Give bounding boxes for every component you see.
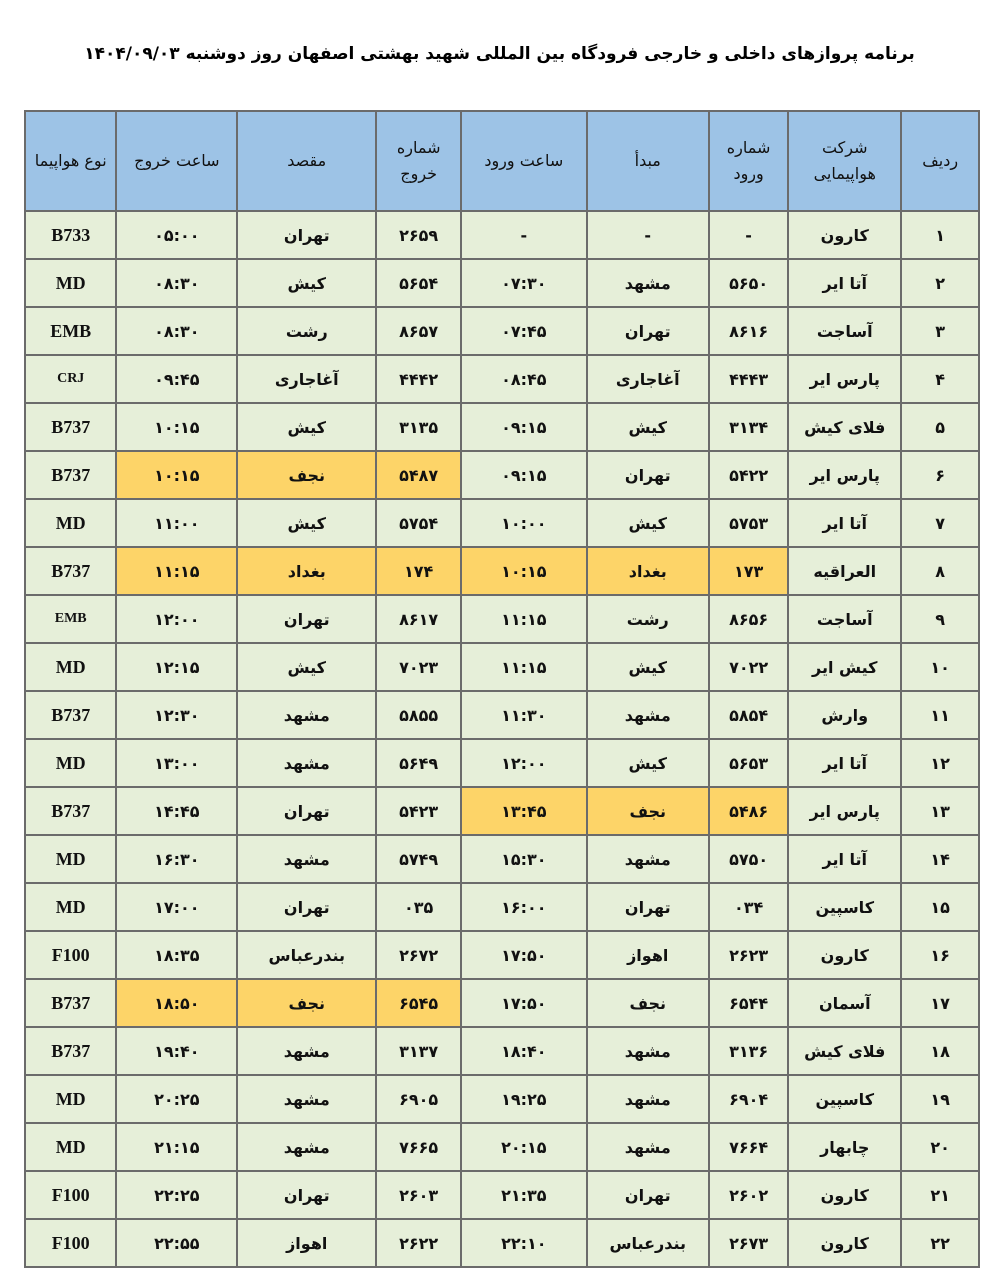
cell-departure-number: ۲۶۷۲ xyxy=(376,931,461,979)
cell-aircraft-type: B737 xyxy=(25,451,116,499)
cell-departure-number: ۵۴۲۳ xyxy=(376,787,461,835)
cell-departure-time: ۱۰:۱۵ xyxy=(116,403,237,451)
cell-departure-number: ۵۶۵۴ xyxy=(376,259,461,307)
cell-arrival-time: ۱۹:۲۵ xyxy=(461,1075,586,1123)
cell-aircraft-type: B737 xyxy=(25,403,116,451)
cell-departure-number: ۸۶۱۷ xyxy=(376,595,461,643)
cell-airline: وارش xyxy=(788,691,901,739)
cell-destination: تهران xyxy=(237,883,376,931)
cell-departure-time: ۱۸:۵۰ xyxy=(116,979,237,1027)
cell-row-number: ۱۷ xyxy=(901,979,979,1027)
cell-arrival-time: ۲۱:۳۵ xyxy=(461,1171,586,1219)
table-row xyxy=(25,1075,979,1123)
cell-destination: مشهد xyxy=(237,1075,376,1123)
cell-departure-time: ۲۲:۵۵ xyxy=(116,1219,237,1267)
cell-aircraft-type: MD xyxy=(25,643,116,691)
cell-arrival-time: ۰۹:۱۵ xyxy=(461,451,586,499)
cell-arrival-number: ۷۶۶۴ xyxy=(709,1123,788,1171)
cell-arrival-time: ۰۷:۴۵ xyxy=(461,307,586,355)
header-origin: مبدأ xyxy=(587,111,709,211)
cell-departure-time: ۱۱:۱۵ xyxy=(116,547,237,595)
cell-row-number: ۲۲ xyxy=(901,1219,979,1267)
cell-airline: آساجت xyxy=(788,595,901,643)
cell-origin: بغداد xyxy=(587,547,709,595)
cell-departure-time: ۱۶:۳۰ xyxy=(116,835,237,883)
cell-aircraft-type: EMB xyxy=(25,307,116,355)
header-arrival-time: ساعت ورود xyxy=(461,111,586,211)
cell-origin: تهران xyxy=(587,883,709,931)
cell-airline: کارون xyxy=(788,1171,901,1219)
cell-destination: تهران xyxy=(237,211,376,259)
cell-departure-time: ۱۴:۴۵ xyxy=(116,787,237,835)
cell-destination: نجف xyxy=(237,979,376,1027)
cell-arrival-time: ۰۷:۳۰ xyxy=(461,259,586,307)
table-header-row xyxy=(25,111,979,211)
table-row xyxy=(25,931,979,979)
table-row xyxy=(25,739,979,787)
cell-origin: مشهد xyxy=(587,259,709,307)
cell-departure-number: ۵۷۵۴ xyxy=(376,499,461,547)
cell-airline: کارون xyxy=(788,1219,901,1267)
cell-arrival-time: ۱۷:۵۰ xyxy=(461,979,586,1027)
cell-arrival-number: ۶۹۰۴ xyxy=(709,1075,788,1123)
cell-arrival-time: ۱۷:۵۰ xyxy=(461,931,586,979)
cell-origin: نجف xyxy=(587,979,709,1027)
cell-arrival-number: ۵۶۵۳ xyxy=(709,739,788,787)
cell-arrival-number: ۸۶۵۶ xyxy=(709,595,788,643)
cell-airline: العراقیه xyxy=(788,547,901,595)
cell-departure-time: ۰۵:۰۰ xyxy=(116,211,237,259)
cell-departure-time: ۱۲:۰۰ xyxy=(116,595,237,643)
cell-origin: مشهد xyxy=(587,835,709,883)
cell-row-number: ۱۳ xyxy=(901,787,979,835)
cell-departure-number: ۳۱۳۷ xyxy=(376,1027,461,1075)
cell-destination: کیش xyxy=(237,259,376,307)
cell-departure-number: ۲۶۵۹ xyxy=(376,211,461,259)
cell-airline: کارون xyxy=(788,931,901,979)
cell-airline: آتا ایر xyxy=(788,499,901,547)
cell-row-number: ۱۶ xyxy=(901,931,979,979)
cell-row-number: ۸ xyxy=(901,547,979,595)
cell-airline: کیش ایر xyxy=(788,643,901,691)
cell-arrival-time: ۱۱:۳۰ xyxy=(461,691,586,739)
cell-departure-time: ۰۸:۳۰ xyxy=(116,307,237,355)
cell-aircraft-type: MD xyxy=(25,499,116,547)
cell-destination: تهران xyxy=(237,1171,376,1219)
cell-departure-number: ۴۴۴۲ xyxy=(376,355,461,403)
cell-airline: پارس ایر xyxy=(788,355,901,403)
cell-airline: آسمان xyxy=(788,979,901,1027)
cell-airline: پارس ایر xyxy=(788,787,901,835)
cell-arrival-number: ۵۴۲۲ xyxy=(709,451,788,499)
cell-aircraft-type: MD xyxy=(25,835,116,883)
cell-departure-time: ۱۰:۱۵ xyxy=(116,451,237,499)
cell-aircraft-type: CRJ xyxy=(25,355,116,403)
cell-departure-number: ۷۰۲۳ xyxy=(376,643,461,691)
cell-departure-time: ۱۷:۰۰ xyxy=(116,883,237,931)
cell-arrival-number: ۵۷۵۳ xyxy=(709,499,788,547)
cell-arrival-number: ۱۷۳ xyxy=(709,547,788,595)
cell-origin: تهران xyxy=(587,451,709,499)
cell-origin: رشت xyxy=(587,595,709,643)
table-row xyxy=(25,403,979,451)
cell-row-number: ۷ xyxy=(901,499,979,547)
cell-origin: تهران xyxy=(587,307,709,355)
cell-row-number: ۱۴ xyxy=(901,835,979,883)
cell-row-number: ۴ xyxy=(901,355,979,403)
cell-origin: - xyxy=(587,211,709,259)
cell-destination: اهواز xyxy=(237,1219,376,1267)
table-row xyxy=(25,835,979,883)
cell-arrival-number: - xyxy=(709,211,788,259)
table-row xyxy=(25,451,979,499)
table-row xyxy=(25,979,979,1027)
cell-origin: نجف xyxy=(587,787,709,835)
flight-schedule-table xyxy=(24,110,980,1268)
cell-arrival-number: ۲۶۲۳ xyxy=(709,931,788,979)
cell-destination: مشهد xyxy=(237,1027,376,1075)
cell-aircraft-type: MD xyxy=(25,739,116,787)
cell-aircraft-type: B737 xyxy=(25,979,116,1027)
cell-aircraft-type: B737 xyxy=(25,787,116,835)
cell-arrival-number: ۷۰۲۲ xyxy=(709,643,788,691)
cell-arrival-time: ۱۲:۰۰ xyxy=(461,739,586,787)
cell-departure-number: ۳۱۳۵ xyxy=(376,403,461,451)
cell-destination: بندرعباس xyxy=(237,931,376,979)
cell-arrival-time: ۰۹:۱۵ xyxy=(461,403,586,451)
cell-departure-time: ۲۱:۱۵ xyxy=(116,1123,237,1171)
cell-departure-number: ۰۳۵ xyxy=(376,883,461,931)
header-departure-time: ساعت خروج xyxy=(116,111,237,211)
cell-departure-time: ۱۲:۱۵ xyxy=(116,643,237,691)
cell-aircraft-type: F100 xyxy=(25,931,116,979)
cell-row-number: ۱۱ xyxy=(901,691,979,739)
cell-arrival-number: ۶۵۴۴ xyxy=(709,979,788,1027)
cell-arrival-time: ۱۰:۱۵ xyxy=(461,547,586,595)
table-row xyxy=(25,787,979,835)
table-row xyxy=(25,1219,979,1267)
cell-departure-number: ۲۶۰۳ xyxy=(376,1171,461,1219)
cell-origin: مشهد xyxy=(587,1027,709,1075)
cell-row-number: ۱ xyxy=(901,211,979,259)
cell-departure-number: ۸۶۵۷ xyxy=(376,307,461,355)
table-row xyxy=(25,1027,979,1075)
table-row xyxy=(25,547,979,595)
cell-destination: مشهد xyxy=(237,691,376,739)
cell-arrival-number: ۵۴۸۶ xyxy=(709,787,788,835)
header-arrival-number: شماره ورود xyxy=(709,111,788,211)
cell-airline: فلای کیش xyxy=(788,1027,901,1075)
cell-row-number: ۳ xyxy=(901,307,979,355)
cell-arrival-time: ۱۶:۰۰ xyxy=(461,883,586,931)
cell-arrival-number: ۲۶۷۳ xyxy=(709,1219,788,1267)
header-destination: مقصد xyxy=(237,111,376,211)
cell-origin: اهواز xyxy=(587,931,709,979)
cell-departure-number: ۵۶۴۹ xyxy=(376,739,461,787)
cell-origin: کیش xyxy=(587,739,709,787)
cell-origin: کیش xyxy=(587,643,709,691)
cell-arrival-time: ۰۸:۴۵ xyxy=(461,355,586,403)
cell-departure-number: ۶۹۰۵ xyxy=(376,1075,461,1123)
table-row xyxy=(25,883,979,931)
cell-arrival-time: ۱۵:۳۰ xyxy=(461,835,586,883)
cell-row-number: ۶ xyxy=(901,451,979,499)
cell-origin: تهران xyxy=(587,1171,709,1219)
cell-aircraft-type: MD xyxy=(25,1075,116,1123)
cell-airline: کارون xyxy=(788,211,901,259)
cell-departure-time: ۲۰:۲۵ xyxy=(116,1075,237,1123)
cell-arrival-time: ۱۸:۴۰ xyxy=(461,1027,586,1075)
table-row xyxy=(25,259,979,307)
cell-destination: کیش xyxy=(237,403,376,451)
cell-departure-time: ۱۹:۴۰ xyxy=(116,1027,237,1075)
cell-destination: رشت xyxy=(237,307,376,355)
cell-arrival-time: ۲۲:۱۰ xyxy=(461,1219,586,1267)
cell-origin: مشهد xyxy=(587,1123,709,1171)
cell-arrival-number: ۳۱۳۶ xyxy=(709,1027,788,1075)
cell-row-number: ۲ xyxy=(901,259,979,307)
table-row xyxy=(25,307,979,355)
cell-row-number: ۱۸ xyxy=(901,1027,979,1075)
cell-destination: تهران xyxy=(237,595,376,643)
header-aircraft-type: نوع هواپیما xyxy=(25,111,116,211)
cell-airline: پارس ایر xyxy=(788,451,901,499)
cell-origin: کیش xyxy=(587,499,709,547)
cell-destination: مشهد xyxy=(237,835,376,883)
cell-airline: آتا ایر xyxy=(788,739,901,787)
cell-arrival-number: ۲۶۰۲ xyxy=(709,1171,788,1219)
table-row xyxy=(25,211,979,259)
table-row xyxy=(25,355,979,403)
cell-arrival-number: ۵۸۵۴ xyxy=(709,691,788,739)
cell-row-number: ۱۲ xyxy=(901,739,979,787)
table-row xyxy=(25,499,979,547)
cell-arrival-time: ۲۰:۱۵ xyxy=(461,1123,586,1171)
cell-destination: مشهد xyxy=(237,739,376,787)
cell-arrival-time: ۱۱:۱۵ xyxy=(461,595,586,643)
cell-departure-number: ۱۷۴ xyxy=(376,547,461,595)
cell-departure-number: ۵۴۸۷ xyxy=(376,451,461,499)
table-row xyxy=(25,1171,979,1219)
cell-row-number: ۱۰ xyxy=(901,643,979,691)
cell-arrival-number: ۰۳۴ xyxy=(709,883,788,931)
cell-departure-number: ۶۵۴۵ xyxy=(376,979,461,1027)
cell-aircraft-type: MD xyxy=(25,1123,116,1171)
cell-departure-time: ۱۲:۳۰ xyxy=(116,691,237,739)
cell-airline: آتا ایر xyxy=(788,259,901,307)
cell-row-number: ۲۱ xyxy=(901,1171,979,1219)
cell-destination: مشهد xyxy=(237,1123,376,1171)
cell-departure-number: ۵۸۵۵ xyxy=(376,691,461,739)
cell-origin: کیش xyxy=(587,403,709,451)
cell-row-number: ۱۹ xyxy=(901,1075,979,1123)
cell-row-number: ۱۵ xyxy=(901,883,979,931)
cell-aircraft-type: B737 xyxy=(25,547,116,595)
cell-airline: کاسپین xyxy=(788,1075,901,1123)
cell-departure-number: ۲۶۲۲ xyxy=(376,1219,461,1267)
cell-departure-time: ۲۲:۲۵ xyxy=(116,1171,237,1219)
cell-arrival-time: - xyxy=(461,211,586,259)
cell-destination: آغاجاری xyxy=(237,355,376,403)
cell-departure-time: ۱۱:۰۰ xyxy=(116,499,237,547)
cell-destination: تهران xyxy=(237,787,376,835)
cell-departure-number: ۷۶۶۵ xyxy=(376,1123,461,1171)
cell-airline: آتا ایر xyxy=(788,835,901,883)
cell-aircraft-type: MD xyxy=(25,883,116,931)
header-row-number: ردیف xyxy=(901,111,979,211)
cell-arrival-number: ۳۱۳۴ xyxy=(709,403,788,451)
cell-airline: فلای کیش xyxy=(788,403,901,451)
cell-aircraft-type: B737 xyxy=(25,691,116,739)
cell-aircraft-type: B733 xyxy=(25,211,116,259)
cell-aircraft-type: EMB xyxy=(25,595,116,643)
cell-airline: چابهار xyxy=(788,1123,901,1171)
cell-airline: کاسپین xyxy=(788,883,901,931)
cell-arrival-time: ۱۰:۰۰ xyxy=(461,499,586,547)
cell-departure-time: ۱۳:۰۰ xyxy=(116,739,237,787)
page-title: برنامه پروازهای داخلی و خارجی فرودگاه بین المللی شهید بهشتی اصفهان روز دوشنبه ۱۴۰۴/۰۹/۰۳ xyxy=(84,44,915,64)
cell-aircraft-type: MD xyxy=(25,259,116,307)
cell-origin: مشهد xyxy=(587,1075,709,1123)
cell-arrival-number: ۸۶۱۶ xyxy=(709,307,788,355)
cell-origin: آغاجاری xyxy=(587,355,709,403)
table-row xyxy=(25,691,979,739)
cell-destination: کیش xyxy=(237,499,376,547)
cell-origin: بندرعباس xyxy=(587,1219,709,1267)
cell-destination: کیش xyxy=(237,643,376,691)
cell-arrival-number: ۵۷۵۰ xyxy=(709,835,788,883)
cell-arrival-number: ۴۴۴۳ xyxy=(709,355,788,403)
header-departure-number: شماره خروج xyxy=(376,111,461,211)
cell-aircraft-type: B737 xyxy=(25,1027,116,1075)
table-row xyxy=(25,1123,979,1171)
cell-destination: نجف xyxy=(237,451,376,499)
cell-arrival-time: ۱۱:۱۵ xyxy=(461,643,586,691)
cell-departure-time: ۱۸:۳۵ xyxy=(116,931,237,979)
cell-departure-time: ۰۸:۳۰ xyxy=(116,259,237,307)
cell-row-number: ۲۰ xyxy=(901,1123,979,1171)
cell-departure-time: ۰۹:۴۵ xyxy=(116,355,237,403)
cell-departure-number: ۵۷۴۹ xyxy=(376,835,461,883)
cell-row-number: ۹ xyxy=(901,595,979,643)
cell-origin: مشهد xyxy=(587,691,709,739)
cell-arrival-number: ۵۶۵۰ xyxy=(709,259,788,307)
cell-aircraft-type: F100 xyxy=(25,1219,116,1267)
cell-row-number: ۵ xyxy=(901,403,979,451)
cell-airline: آساجت xyxy=(788,307,901,355)
header-airline: شرکت هواپیمایی xyxy=(788,111,901,211)
cell-destination: بغداد xyxy=(237,547,376,595)
cell-aircraft-type: F100 xyxy=(25,1171,116,1219)
cell-arrival-time: ۱۳:۴۵ xyxy=(461,787,586,835)
table-row xyxy=(25,643,979,691)
table-row xyxy=(25,595,979,643)
